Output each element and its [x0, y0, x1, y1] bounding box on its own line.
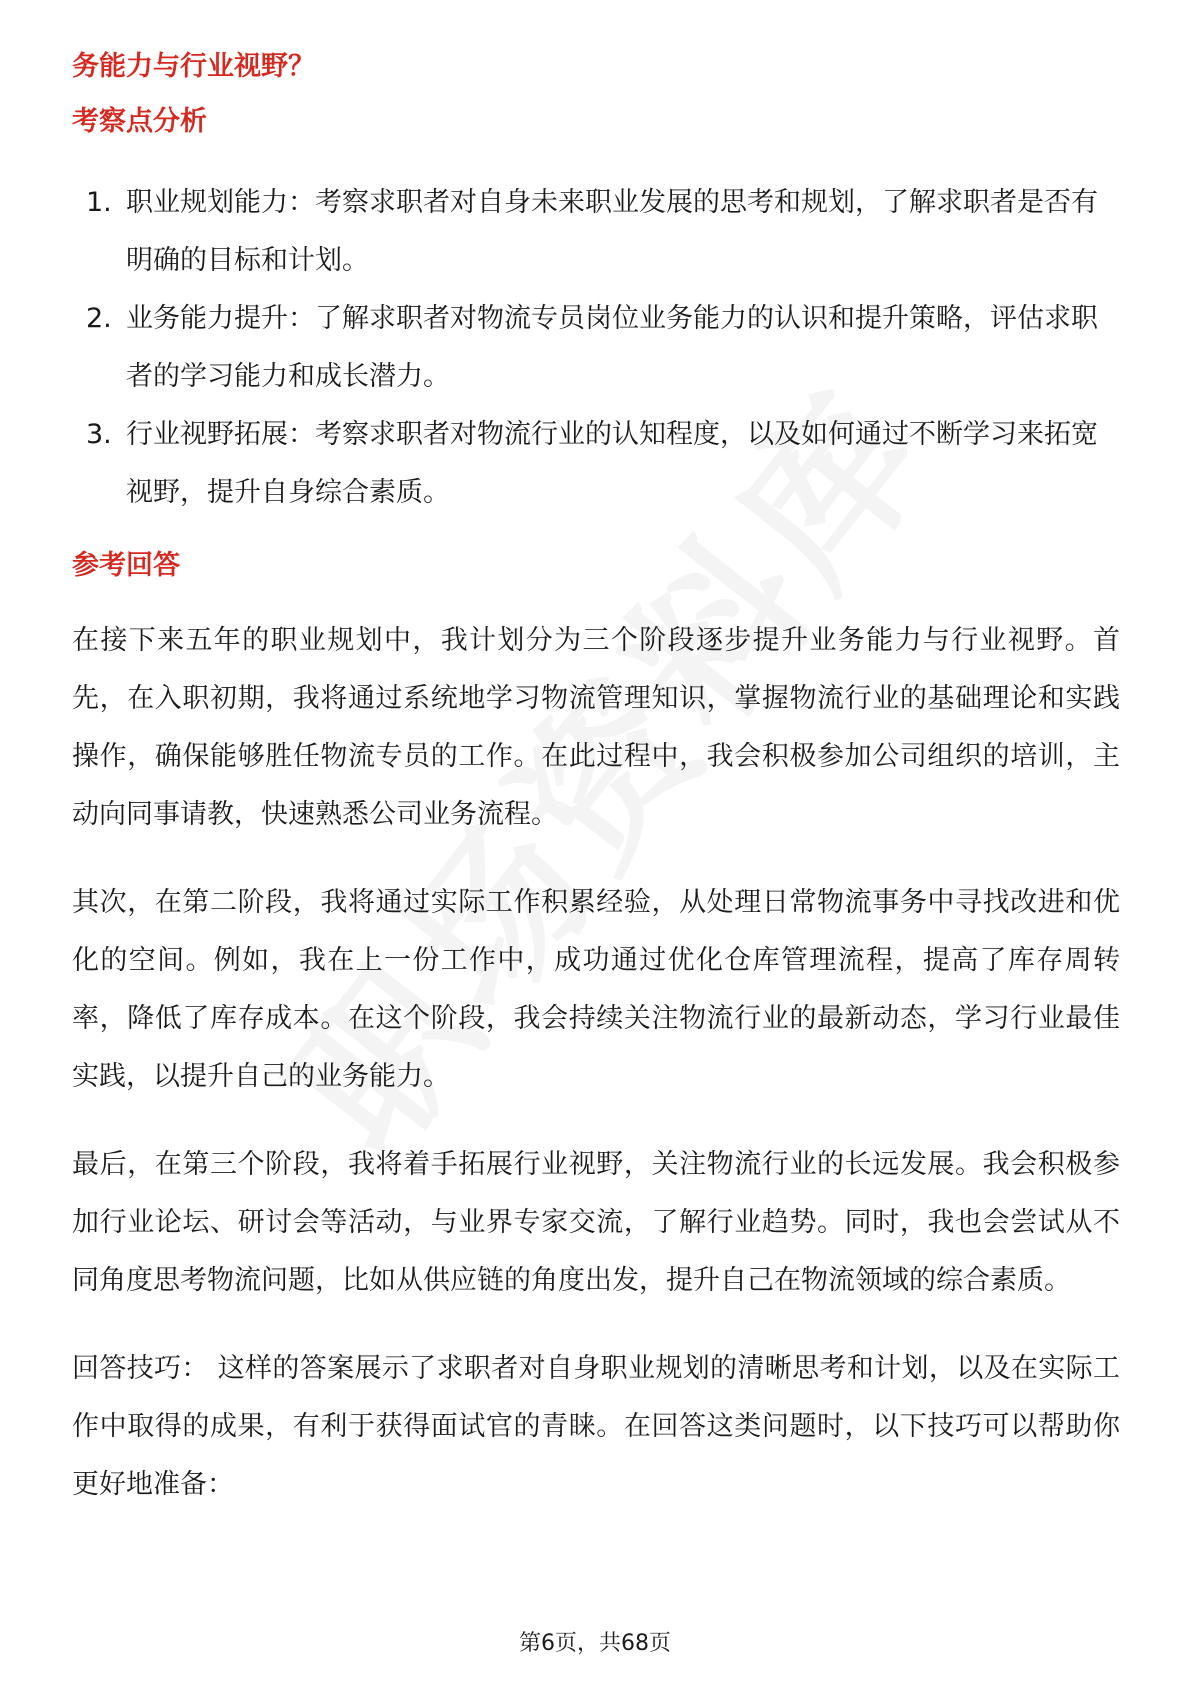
- answer-paragraph: 在接下来五年的职业规划中，我计划分为三个阶段逐步提升业务能力与行业视野。首先，在入职初期，我将通过系统地学习物流管理知识，掌握物流行业的基础理论和实践操作，确保能够胜任物流专员的工作。在此过程中，我会积极参加公司组织的培训，主动向同事请教，快速熟悉公司业务流程。: [72, 625, 1120, 830]
- answer-paragraph: 最后，在第三个阶段，我将着手拓展行业视野，关注物流行业的长远发展。我会积极参加行业论坛、研讨会等活动，与业界专家交流，了解行业趋势。同时，我也会尝试从不同角度思考物流问题，比如从供应链的角度出发，提升自己在物流领域的综合素质。: [72, 1149, 1120, 1296]
- analysis-points-list: [72, 174, 1120, 522]
- page-number-footer: 第6页，共68页: [519, 1631, 671, 1656]
- page-content: [72, 48, 1120, 1544]
- list-item-text: 行业视野拓展：考察求职者对物流行业的认知程度，以及如何通过不断学习来拓宽视野，提升自身综合素质。: [126, 419, 1098, 508]
- list-item-number: 2.: [86, 303, 112, 334]
- answer-paragraph: 其次，在第二阶段，我将通过实际工作积累经验，从处理日常物流事务中寻找改进和优化的空间。例如，我在上一份工作中，成功通过优化仓库管理流程，提高了库存周转率，降低了库存成本。在这个阶段，我会持续关注物流行业的最新动态，学习行业最佳实践，以提升自己的业务能力。: [72, 887, 1120, 1092]
- list-item-number: 1.: [86, 187, 112, 218]
- list-item: [72, 406, 1120, 522]
- list-item-text: 业务能力提升：了解求职者对物流专员岗位业务能力的认识和提升策略，评估求职者的学习能力和成长潜力。: [126, 303, 1098, 392]
- list-item: [72, 174, 1120, 290]
- list-item: [72, 290, 1120, 406]
- tips-paragraph: 回答技巧： 这样的答案展示了求职者对自身职业规划的清晰思考和计划，以及在实际工作中取得的成果，有利于获得面试官的青睐。在回答这类问题时，以下技巧可以帮助你更好地准备：: [72, 1353, 1120, 1500]
- answer-heading: 参考回答: [72, 550, 180, 581]
- question-heading: 务能力与行业视野？: [72, 51, 315, 82]
- list-item-text: 职业规划能力：考察求职者对自身未来职业发展的思考和规划，了解求职者是否有明确的目标和计划。: [126, 187, 1098, 276]
- list-item-number: 3.: [86, 419, 112, 450]
- analysis-heading: 考察点分析: [72, 106, 207, 137]
